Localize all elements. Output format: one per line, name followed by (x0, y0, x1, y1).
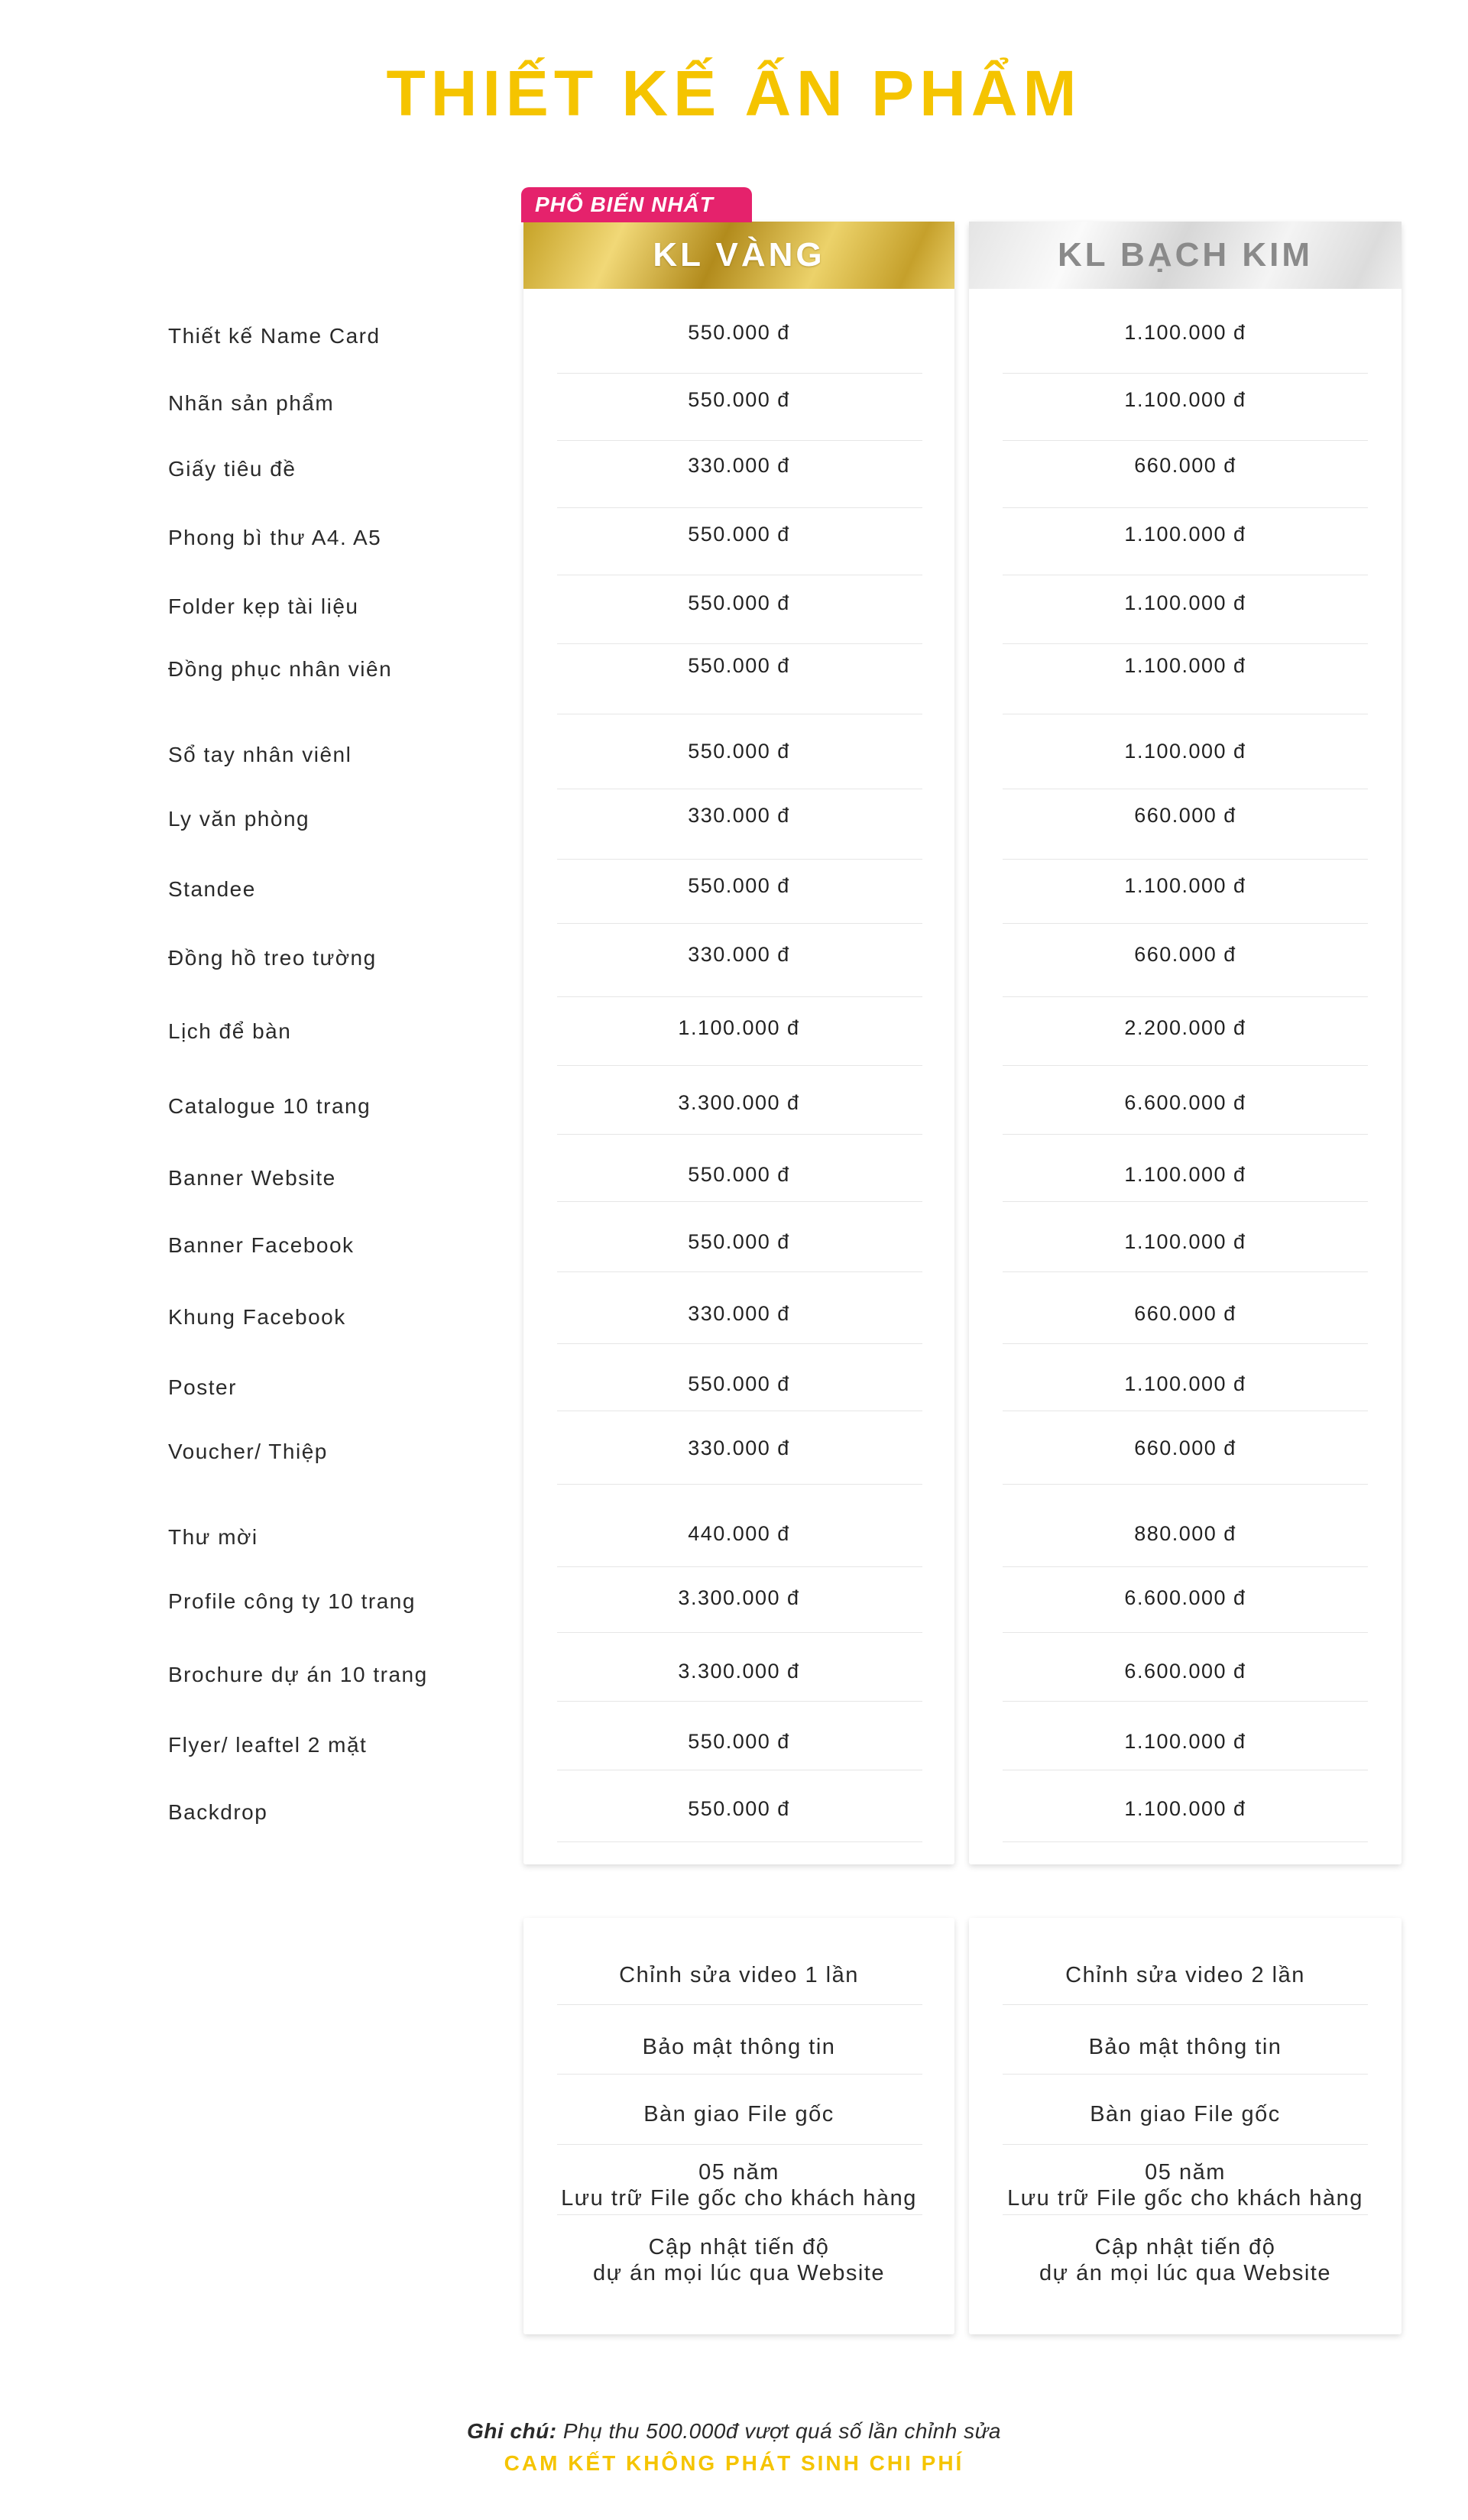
row-divider (1003, 440, 1368, 441)
service-label: Ly văn phòng (168, 807, 310, 831)
platinum-price: 6.600.000 đ (1124, 1660, 1246, 1683)
platinum-price: 660.000 đ (1134, 1437, 1236, 1459)
gold-price: 550.000 đ (688, 523, 790, 546)
service-label: Sổ tay nhân viênl (168, 743, 352, 766)
platinum-price: 660.000 đ (1134, 804, 1236, 827)
page-title: THIẾT KẾ ẤN PHẨM (386, 57, 1082, 129)
platinum-plan-header: KL BẠCH KIM (969, 222, 1402, 289)
footnote-label: Ghi chú: (467, 2419, 557, 2443)
platinum-price: 2.200.000 đ (1124, 1016, 1246, 1039)
row-divider (1003, 1484, 1368, 1485)
row-divider (1003, 1632, 1368, 1633)
row-divider (1003, 1201, 1368, 1202)
gold-price: 330.000 đ (688, 943, 790, 966)
feature-line: Chỉnh sửa video 1 lần (619, 1963, 859, 1987)
gold-plan-header: KL VÀNG (523, 222, 954, 289)
gold-price: 330.000 đ (688, 1437, 790, 1459)
row-divider (557, 859, 922, 860)
feature-item (969, 2159, 1402, 2211)
row-divider (557, 1065, 922, 1066)
commitment-text: CAM KẾT KHÔNG PHÁT SINH CHI PHÍ (504, 2451, 964, 2475)
feature-item (523, 2101, 954, 2127)
service-label: Backdrop (168, 1800, 268, 1824)
row-divider (557, 1201, 922, 1202)
service-label: Folder kẹp tài liệu (168, 594, 359, 618)
gold-price: 550.000 đ (688, 1730, 790, 1753)
platinum-price: 1.100.000 đ (1124, 1730, 1246, 1753)
gold-price: 3.300.000 đ (678, 1091, 800, 1114)
gold-price: 330.000 đ (688, 454, 790, 477)
feature-divider (1003, 2074, 1368, 2075)
feature-item (969, 1962, 1402, 1988)
row-divider (557, 1632, 922, 1633)
platinum-features-card (969, 1918, 1402, 2334)
row-divider (557, 507, 922, 508)
platinum-price: 660.000 đ (1134, 943, 1236, 966)
gold-price: 550.000 đ (688, 388, 790, 411)
row-divider (1003, 643, 1368, 644)
feature-divider (1003, 2144, 1368, 2145)
platinum-price: 1.100.000 đ (1124, 654, 1246, 677)
service-label: Lịch để bàn (168, 1019, 292, 1043)
platinum-price: 6.600.000 đ (1124, 1586, 1246, 1609)
row-divider (557, 923, 922, 924)
feature-line: 05 năm (1145, 2160, 1226, 2185)
row-divider (557, 996, 922, 997)
feature-line: Bảo mật thông tin (642, 2035, 836, 2059)
platinum-price: 1.100.000 đ (1124, 1230, 1246, 1253)
platinum-price: 880.000 đ (1134, 1522, 1236, 1545)
gold-price: 550.000 đ (688, 591, 790, 614)
feature-divider (557, 2144, 922, 2145)
gold-price: 550.000 đ (688, 654, 790, 677)
service-label: Phong bì thư A4. A5 (168, 526, 382, 549)
gold-price: 550.000 đ (688, 321, 790, 344)
row-divider (557, 643, 922, 644)
feature-item (969, 2101, 1402, 2127)
row-divider (1003, 1841, 1368, 1842)
service-label: Banner Facebook (168, 1233, 355, 1257)
feature-line: Bảo mật thông tin (1088, 2035, 1282, 2059)
platinum-price: 1.100.000 đ (1124, 740, 1246, 763)
service-label: Flyer/ leaftel 2 mặt (168, 1733, 368, 1757)
service-label: Nhãn sản phẩm (168, 391, 335, 415)
row-divider (1003, 507, 1368, 508)
gold-price: 550.000 đ (688, 1230, 790, 1253)
platinum-price: 1.100.000 đ (1124, 1163, 1246, 1186)
row-divider (557, 1841, 922, 1842)
row-divider (557, 1343, 922, 1344)
feature-line: Cập nhật tiến độ (648, 2235, 830, 2259)
gold-price: 550.000 đ (688, 1163, 790, 1186)
gold-price: 330.000 đ (688, 804, 790, 827)
service-label: Thiết kế Name Card (168, 324, 381, 348)
service-label: Thư mời (168, 1525, 258, 1549)
gold-price: 3.300.000 đ (678, 1660, 800, 1683)
service-label: Banner Website (168, 1166, 336, 1190)
platinum-price: 1.100.000 đ (1124, 388, 1246, 411)
feature-divider (557, 2004, 922, 2005)
gold-price: 3.300.000 đ (678, 1586, 800, 1609)
row-divider (557, 1484, 922, 1485)
row-divider (557, 373, 922, 374)
service-label: Standee (168, 877, 256, 901)
gold-price: 550.000 đ (688, 874, 790, 897)
feature-line: Lưu trữ File gốc cho khách hàng (561, 2186, 917, 2211)
feature-line: dự án mọi lúc qua Website (1039, 2261, 1331, 2285)
row-divider (557, 440, 922, 441)
service-label: Profile công ty 10 trang (168, 1589, 416, 1613)
gold-price: 330.000 đ (688, 1302, 790, 1325)
row-divider (1003, 1271, 1368, 1272)
footnote-text: Phụ thu 500.000đ vượt quá số lần chỉnh sửa (556, 2419, 1001, 2443)
row-divider (1003, 1566, 1368, 1567)
feature-divider (1003, 2214, 1368, 2215)
platinum-plan-card (969, 222, 1402, 1864)
service-label: Voucher/ Thiệp (168, 1440, 328, 1463)
row-divider (1003, 923, 1368, 924)
row-divider (557, 1134, 922, 1135)
row-divider (1003, 373, 1368, 374)
service-label: Khung Facebook (168, 1305, 346, 1329)
row-divider (1003, 996, 1368, 997)
row-divider (557, 1271, 922, 1272)
feature-line: Lưu trữ File gốc cho khách hàng (1007, 2186, 1363, 2211)
row-divider (1003, 1701, 1368, 1702)
gold-features-card (523, 1918, 954, 2334)
feature-line: 05 năm (698, 2160, 779, 2185)
platinum-price: 660.000 đ (1134, 454, 1236, 477)
service-label: Brochure dự án 10 trang (168, 1663, 428, 1686)
service-label: Poster (168, 1375, 237, 1399)
feature-line: Bàn giao File gốc (643, 2102, 834, 2126)
feature-line: dự án mọi lúc qua Website (592, 2261, 885, 2285)
feature-line: Chỉnh sửa video 2 lần (1065, 1963, 1305, 1987)
service-label: Giấy tiêu đề (168, 457, 297, 481)
feature-item (523, 2234, 954, 2286)
gold-price: 550.000 đ (688, 1372, 790, 1395)
platinum-price: 1.100.000 đ (1124, 523, 1246, 546)
row-divider (1003, 859, 1368, 860)
feature-line: Cập nhật tiến độ (1094, 2235, 1276, 2259)
feature-divider (557, 2214, 922, 2215)
row-divider (1003, 1065, 1368, 1066)
row-divider (557, 1701, 922, 1702)
platinum-price: 660.000 đ (1134, 1302, 1236, 1325)
feature-item (969, 2234, 1402, 2286)
feature-item (523, 2034, 954, 2060)
footnote (0, 2419, 1468, 2444)
row-divider (1003, 1134, 1368, 1135)
feature-item (523, 2159, 954, 2211)
feature-line: Bàn giao File gốc (1090, 2102, 1281, 2126)
feature-item (523, 1962, 954, 1988)
platinum-price: 1.100.000 đ (1124, 874, 1246, 897)
platinum-price: 1.100.000 đ (1124, 321, 1246, 344)
service-label: Catalogue 10 trang (168, 1094, 371, 1118)
platinum-price: 6.600.000 đ (1124, 1091, 1246, 1114)
gold-plan-card (523, 222, 954, 1864)
gold-price: 550.000 đ (688, 740, 790, 763)
service-label: Đồng hồ treo tường (168, 946, 377, 970)
gold-price: 440.000 đ (688, 1522, 790, 1545)
most-popular-badge: PHỔ BIẾN NHẤT (521, 187, 752, 222)
feature-divider (1003, 2004, 1368, 2005)
platinum-price: 1.100.000 đ (1124, 1797, 1246, 1820)
gold-price: 550.000 đ (688, 1797, 790, 1820)
feature-divider (557, 2074, 922, 2075)
platinum-price: 1.100.000 đ (1124, 1372, 1246, 1395)
row-divider (1003, 1343, 1368, 1344)
feature-item (969, 2034, 1402, 2060)
platinum-price: 1.100.000 đ (1124, 591, 1246, 614)
gold-price: 1.100.000 đ (678, 1016, 800, 1039)
service-label: Đồng phục nhân viên (168, 657, 393, 681)
row-divider (557, 1566, 922, 1567)
